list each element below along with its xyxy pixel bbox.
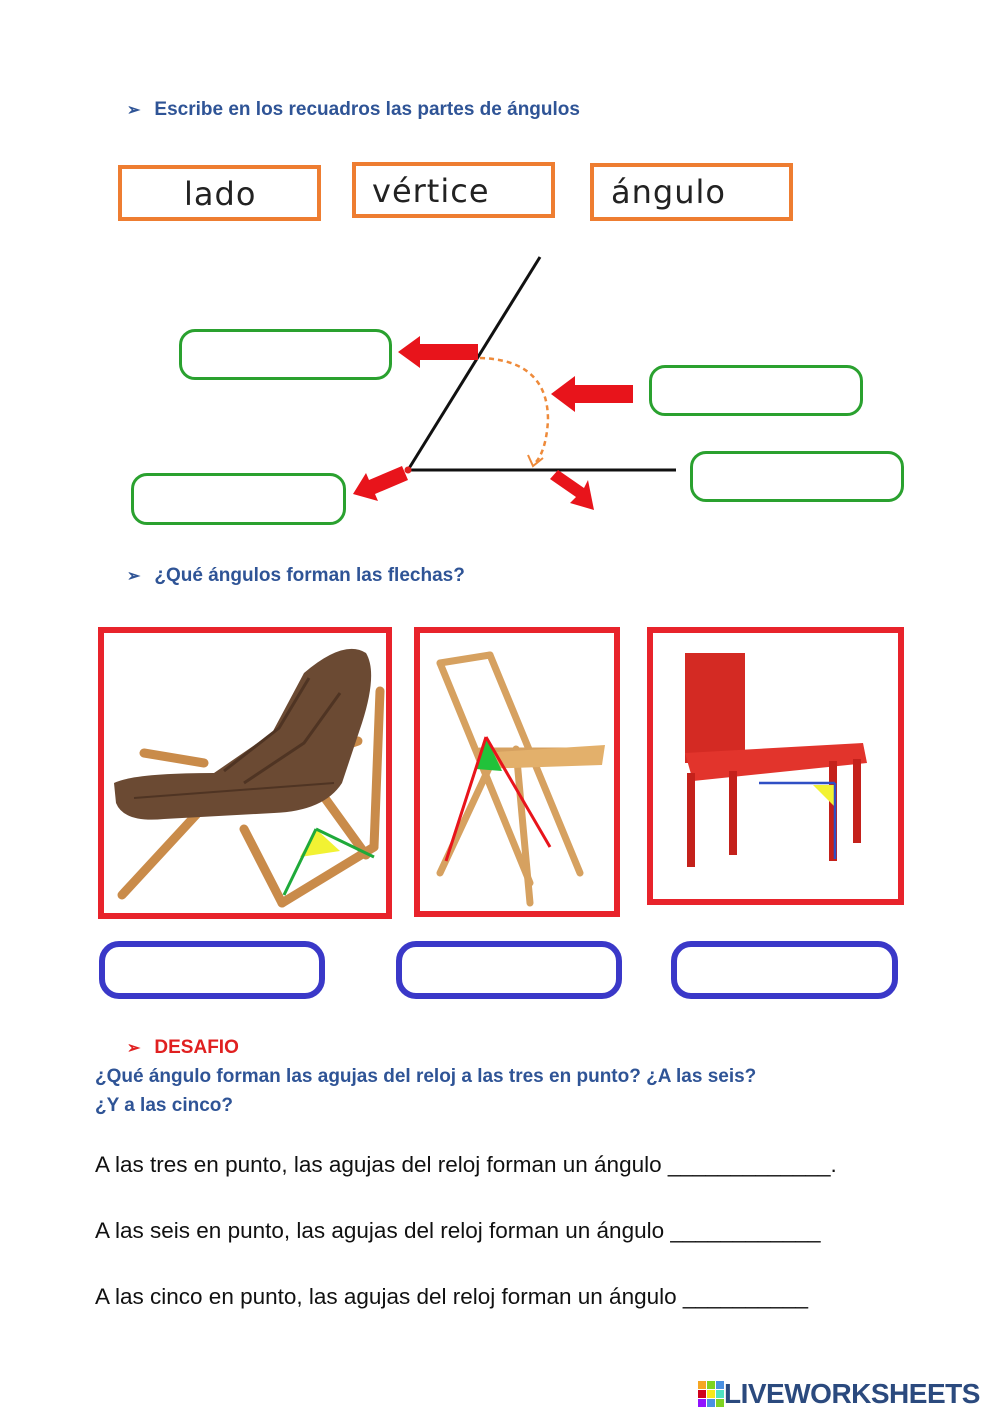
section1-heading — [127, 99, 580, 121]
angle-side-ray — [408, 257, 540, 470]
sentence-five-oclock: A las cinco en punto, las agujas del reloj forman un ángulo __________ — [95, 1284, 809, 1309]
arrow-to-angle-label — [551, 376, 633, 412]
liveworksheets-logo-icon — [698, 1381, 724, 1407]
section2-heading — [127, 565, 465, 587]
arrow-to-side-label — [398, 336, 478, 368]
answer-box-angle[interactable] — [649, 365, 863, 416]
vertex-dot — [405, 467, 412, 474]
answer-box-base-side[interactable] — [690, 451, 904, 502]
challenge-question-line1: ¿Qué ángulo forman las agujas del reloj a las tres en punto? ¿A las seis? — [95, 1066, 757, 1087]
challenge-title: DESAFIO — [154, 1037, 239, 1058]
answer-box-side[interactable] — [179, 329, 392, 380]
word-box-angulo — [590, 163, 793, 221]
arrow-to-base-label — [550, 470, 594, 510]
challenge-question-line2: ¿Y a las cinco? — [95, 1095, 233, 1116]
red-chair-image — [653, 633, 898, 899]
word-box-vertice — [352, 162, 555, 218]
arrow-bullet-icon: ➢ — [127, 102, 141, 119]
word-lado: lado — [184, 175, 257, 213]
lounge-chair-image — [104, 633, 386, 913]
word-box-lado — [118, 165, 321, 221]
answer-box-folding-chair[interactable] — [396, 941, 622, 999]
arrow-bullet-icon: ➢ — [127, 1040, 141, 1057]
sentence-three-oclock: A las tres en punto, las agujas del reloj forman un ángulo _____________. — [95, 1152, 837, 1177]
answer-box-red-chair[interactable] — [671, 941, 898, 999]
logo-text: LIVEWORKSHEETS — [724, 1378, 980, 1409]
word-vertice: vértice — [372, 172, 490, 210]
folding-chair-image — [420, 633, 614, 911]
answer-box-lounge-chair[interactable] — [99, 941, 325, 999]
photo-red-chair — [647, 627, 904, 905]
challenge-heading — [127, 1037, 239, 1059]
sentence-six-oclock: A las seis en punto, las agujas del reloj forman un ángulo ____________ — [95, 1218, 821, 1243]
angle-arc-arrowhead — [528, 455, 543, 466]
angle-arc — [480, 358, 548, 465]
liveworksheets-logo — [698, 1378, 980, 1410]
answer-box-vertex[interactable] — [131, 473, 346, 525]
section1-instruction: Escribe en los recuadros las partes de ángulos — [154, 99, 580, 120]
photo-lounge-chair — [98, 627, 392, 919]
arrow-to-vertex-label — [353, 466, 408, 501]
section2-instruction: ¿Qué ángulos forman las flechas? — [154, 565, 465, 586]
word-angulo: ángulo — [611, 173, 726, 211]
photo-folding-chair — [414, 627, 620, 917]
arrow-bullet-icon: ➢ — [127, 568, 141, 585]
